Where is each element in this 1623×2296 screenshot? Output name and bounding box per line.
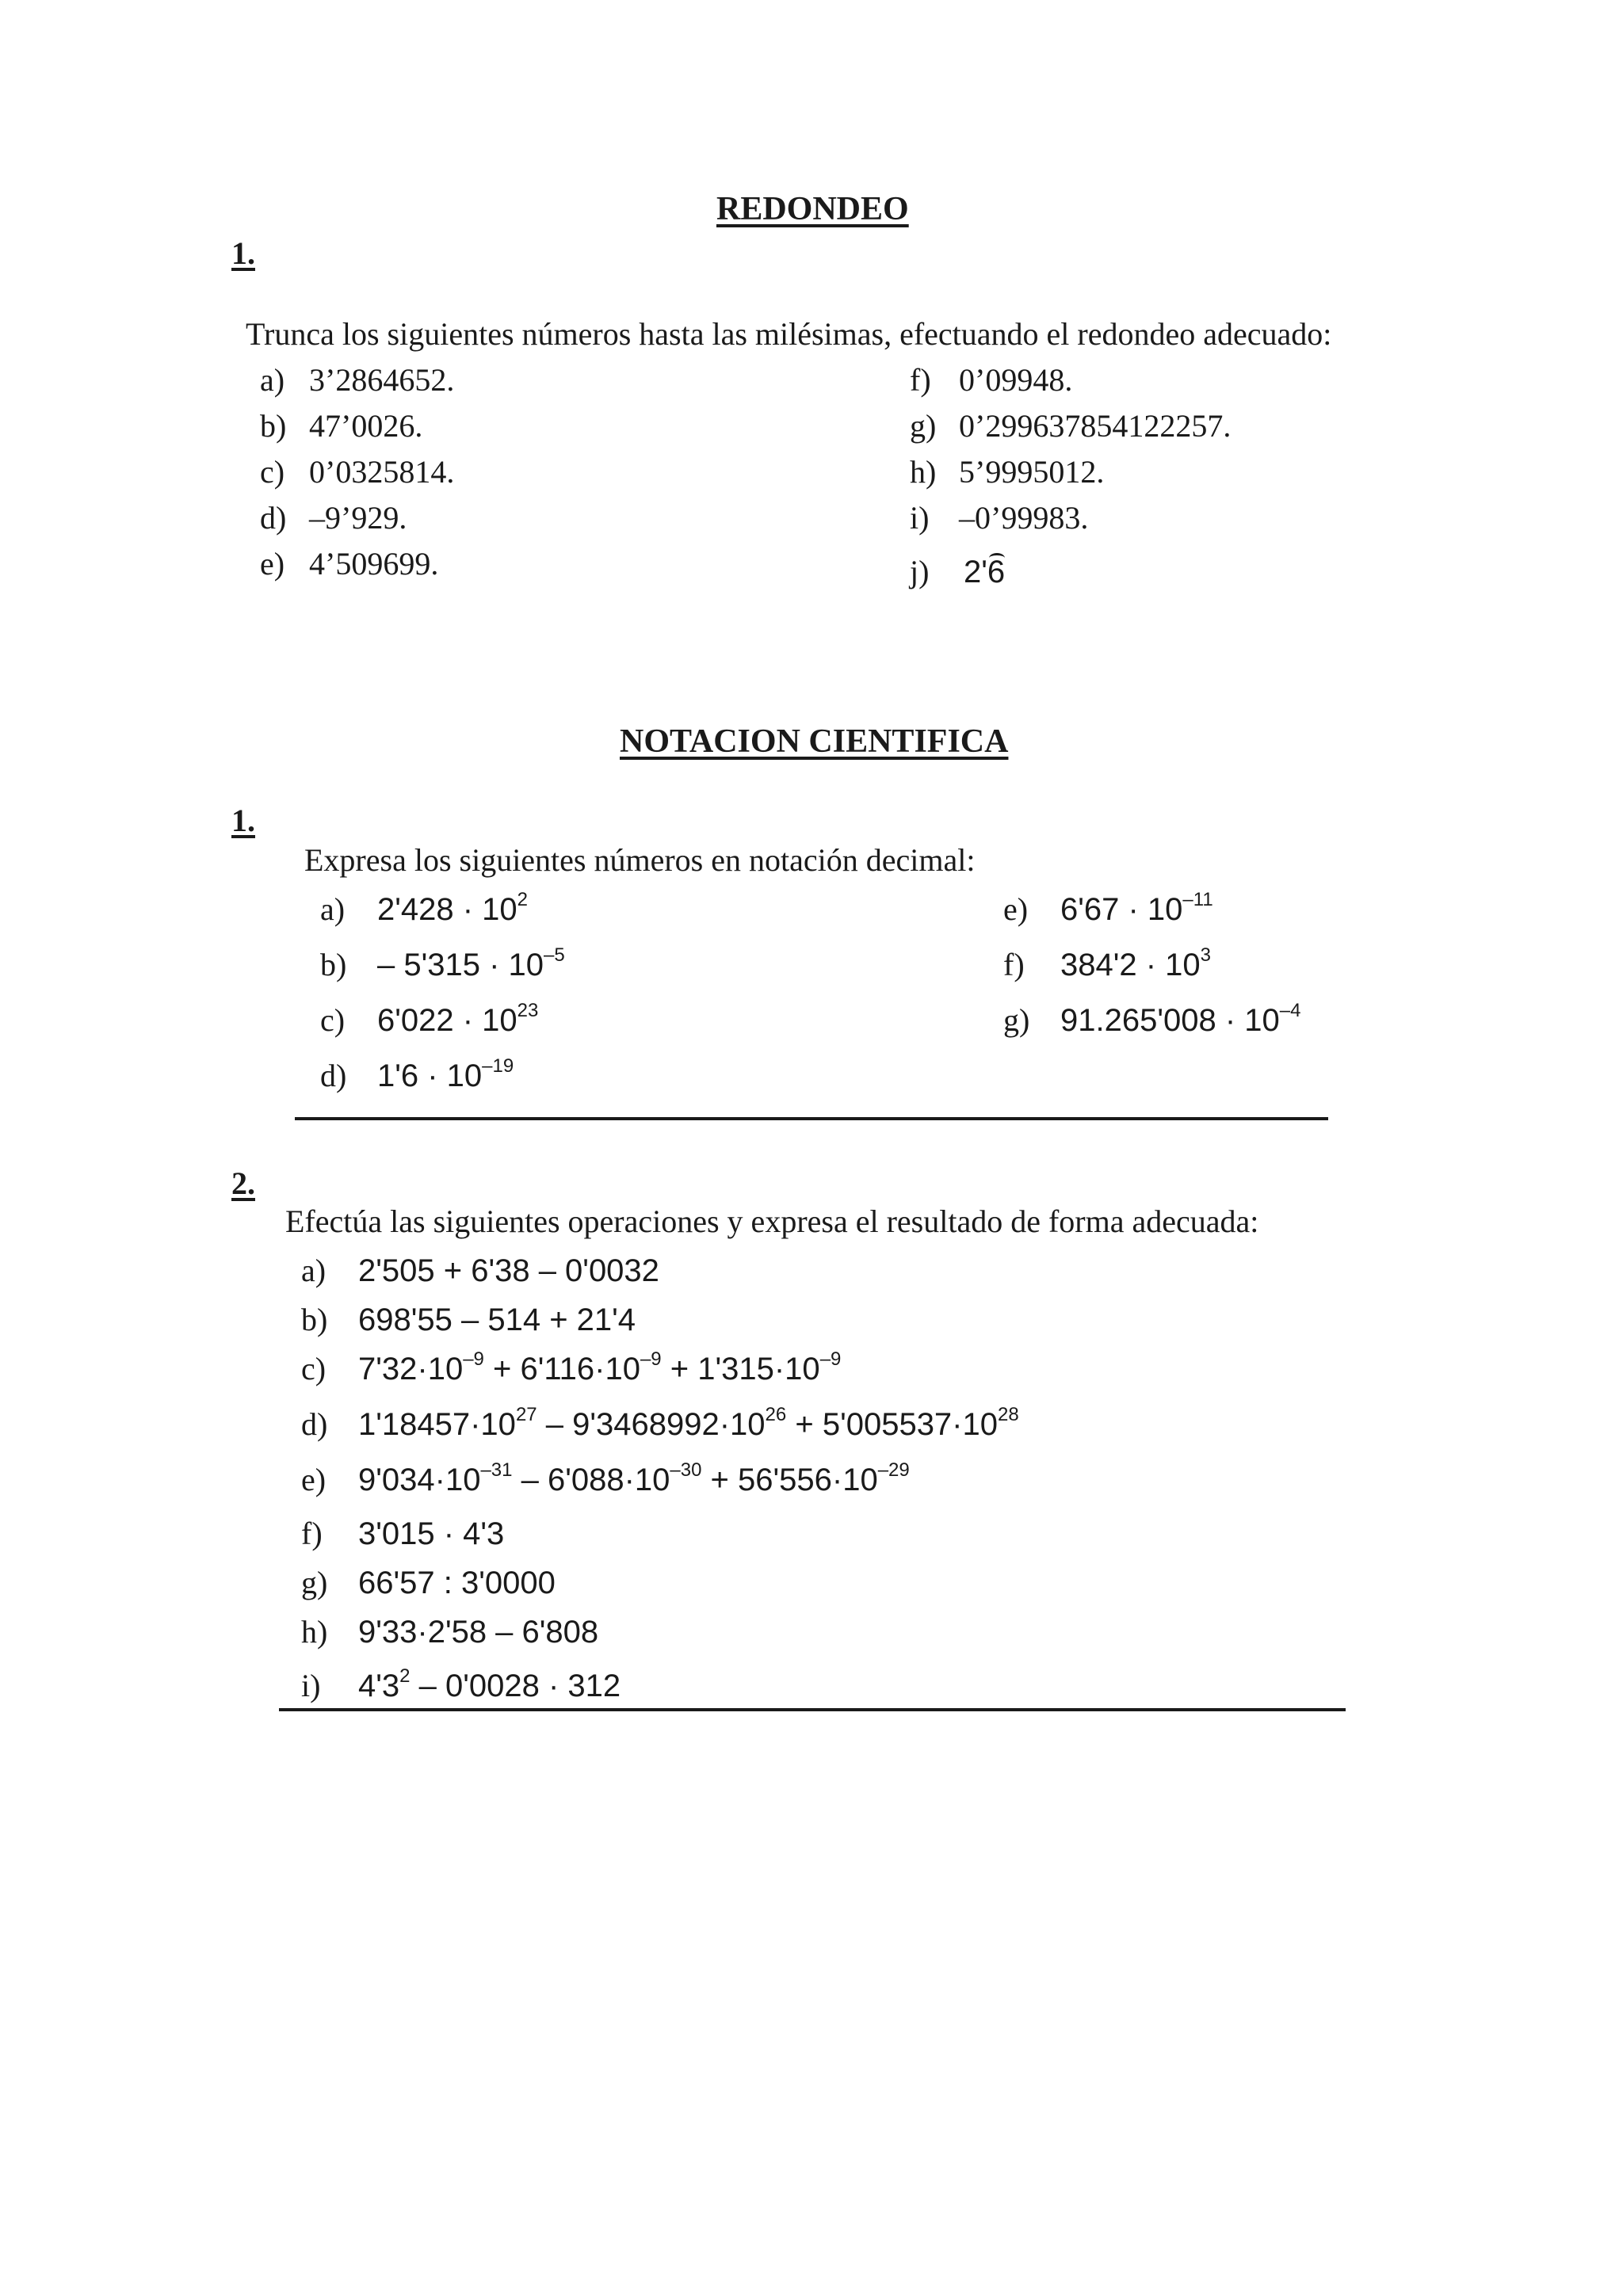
exponent: –9 — [463, 1348, 484, 1370]
list-item: d) –9’929. — [260, 500, 407, 536]
item-expression: 698'55 – 514 + 21'4 — [358, 1302, 636, 1337]
list-item: i) –0’99983. — [910, 500, 1089, 536]
exercise-number: 1. — [231, 803, 255, 838]
list-item — [301, 1350, 1019, 1405]
item-label: b) — [301, 1302, 328, 1337]
list-item: h) 5’9995012. — [910, 454, 1105, 490]
list-item: f) 0’09948. — [910, 362, 1073, 398]
repeating-decimal: 6 — [987, 555, 1006, 589]
item-expression: 66'57 : 3'0000 — [358, 1566, 556, 1600]
list-item — [301, 1564, 1019, 1613]
list-item: f) $384'2 \cdot 10^3$ — [1003, 944, 1212, 982]
list-item — [301, 1461, 1019, 1515]
list-item: b) 47’0026. — [260, 408, 423, 444]
list-item: e) $6'67 \cdot 10^{-11}$ — [1003, 888, 1213, 927]
list-item: c) 0’0325814. — [260, 454, 455, 490]
item-label: h) — [301, 1614, 328, 1650]
item-expression: 2'505 + 6'38 – 0'0032 — [358, 1253, 659, 1288]
exercise-number: 2. — [231, 1165, 255, 1201]
exercise-number: 1. — [231, 235, 255, 271]
item-expression: 3'015 · 4'3 — [358, 1516, 505, 1551]
exercise-instruction: Trunca los siguientes números hasta las milésimas, efectuando el redondeo adecuado: — [246, 316, 1332, 352]
section-title-redondeo: REDONDEO — [716, 191, 909, 227]
list-item: e) 4’509699. — [260, 546, 439, 582]
exponent: –9 — [819, 1348, 842, 1370]
exponent: –31 — [480, 1459, 513, 1481]
divider — [279, 1708, 1346, 1711]
list-item — [301, 1252, 1019, 1301]
list-item: $b) - 5'315 \cdot 10^{-5}$ — [320, 944, 565, 982]
exercise-instruction: Expresa los siguientes números en notación decimal: — [304, 842, 976, 878]
list-item: g) $91.265'008 \cdot 10^{-4}$ — [1003, 999, 1301, 1038]
list-item — [301, 1405, 1019, 1461]
item-label: d) — [301, 1406, 328, 1442]
item-label: c) — [301, 1351, 327, 1386]
list-item: c) $6'022 \cdot 10^{23}$ — [320, 999, 539, 1038]
item-expression: $4'3^2 - 0'0028 \cdot 312$ — [358, 1665, 621, 1703]
exponent: –30 — [670, 1459, 702, 1481]
list-item — [301, 1613, 1019, 1667]
section-title-notacion: NOTACION CIENTIFICA — [620, 723, 1009, 760]
item-label: e) — [301, 1462, 327, 1497]
item-label: g) — [301, 1565, 328, 1600]
list-item: j) 2' 6 — [910, 554, 1006, 589]
notacion-ex1-right-column — [1003, 888, 1301, 1057]
operations-list — [301, 1252, 1019, 1716]
exponent: 28 — [998, 1403, 1019, 1425]
list-item: d) $1'6 \cdot 10^{-19}$ — [320, 1055, 514, 1093]
list-item: g) 0’299637854122257. — [910, 408, 1232, 444]
list-item — [301, 1515, 1019, 1564]
exponent: 27 — [515, 1403, 537, 1425]
item-label: i) — [301, 1668, 321, 1703]
list-item: a) $2'428 \cdot 10^2$ — [320, 888, 529, 927]
repeating-arc-icon — [989, 553, 1005, 563]
notacion-ex1-left-column — [320, 888, 565, 1112]
item-label: f) — [301, 1516, 323, 1551]
list-item — [301, 1301, 1019, 1350]
exponent: –9 — [640, 1348, 662, 1370]
exponent: –29 — [877, 1459, 910, 1481]
item-expression: $7'32\cdot 10^{-9} + 6'116\cdot 10^{-9} + 1'315\cdot 10^{-9}$ — [358, 1348, 842, 1386]
exercise-instruction: Efectúa las siguientes operaciones y expresa el resultado de forma adecuada: — [285, 1203, 1259, 1239]
item-expression: $1'18457\cdot 10^{27} - 9'3468992\cdot 10^{26} + 5'005537\cdot 10^{28}$ — [358, 1403, 1019, 1442]
redondeo-left-column — [260, 361, 454, 591]
exponent: 26 — [765, 1403, 787, 1425]
redondeo-right-column — [910, 361, 1231, 599]
list-item: a) 3’2864652. — [260, 362, 455, 398]
divider — [295, 1117, 1328, 1120]
item-expression: $9'034\cdot 10^{-31} - 6'088\cdot 10^{-30} + 56'556\cdot 10^{-29}$ — [358, 1459, 910, 1497]
exponent: 2 — [399, 1665, 411, 1687]
item-label: a) — [301, 1253, 327, 1288]
item-expression: 9'33·2'58 – 6'808 — [358, 1615, 599, 1650]
